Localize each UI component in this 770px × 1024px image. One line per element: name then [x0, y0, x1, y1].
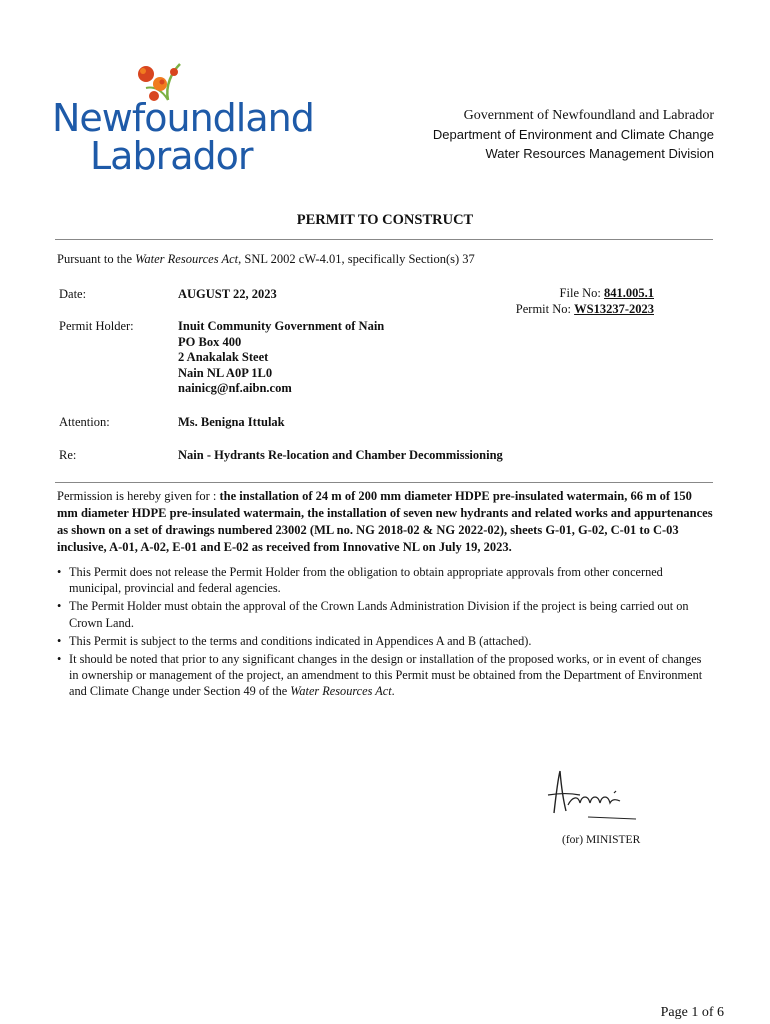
file-number: 841.005.1	[604, 286, 654, 300]
permit-number: WS13237-2023	[574, 302, 654, 316]
file-label: File No:	[559, 286, 604, 300]
document-title: PERMIT TO CONSTRUCT	[296, 212, 474, 228]
holder-line: Nain NL A0P 1L0	[178, 365, 273, 380]
bullet4-end: .	[391, 684, 395, 699]
date-label: Date:	[59, 287, 87, 301]
file-info	[516, 285, 654, 317]
letterhead	[433, 106, 714, 163]
attention-value: Ms. Benigna Ittulak	[178, 415, 285, 429]
holder-line: Inuit Community Government of Nain	[178, 319, 385, 333]
permit-label: Permit No:	[515, 302, 575, 316]
holder-line: 2 Anakalak Steet	[178, 350, 269, 364]
holder-address	[178, 319, 384, 397]
list-item	[57, 651, 713, 700]
logo-newfoundland: Newfoundland	[52, 96, 314, 140]
division-name: Water Resources Management Division	[485, 146, 714, 161]
file-number-line	[516, 285, 654, 301]
signature-caption: (for) MINISTER	[562, 834, 641, 846]
date-value: AUGUST 22, 2023	[178, 287, 277, 301]
signature	[540, 765, 660, 825]
permit-number-line	[516, 301, 654, 317]
attention-label: Attention:	[59, 415, 110, 429]
re-value: Nain - Hydrants Re-location and Chamber Decommissioning	[178, 448, 503, 462]
list-item: • This Permit does not release the Permit Holder from the obligation to obtain appropriate approvals from other concerned municipal, provincial and federal agencies.	[57, 564, 713, 596]
holder-line: PO Box 400	[178, 334, 242, 349]
permission-body: the installation of 24 m of 200 mm diameter HDPE pre-insulated watermain, 66 m of 150 mm diameter HDPE pre-insulated watermain, the installation of seven new hydrants and related works and appurtenances as shown on a set of drawings numbered 23002 (ML no. NG 2018-02 & NG 2022-02), sheets G-01, G-02, C-01 to C-03 inclusive, A-01, A-02, E-01 and E-02 as received from Innovative NL on July 19, 2023.	[57, 489, 713, 554]
list-item: • This Permit is subject to the terms and conditions indicated in Appendices A and B (attached).	[57, 633, 713, 649]
logo-labrador: Labrador	[90, 134, 253, 178]
permission-intro: Permission is hereby given for :	[57, 489, 220, 503]
pursuant-statement	[57, 251, 475, 267]
bullet4-text: It should be noted that prior to any significant changes in the design or installation of the proposed works, or in event of changes in ownership or management of the project, an amendment to this Permit must be obtained from the Department of Environment and Climate Change under Section 49 of the	[69, 652, 703, 699]
conditions-list	[57, 564, 713, 702]
government-logo	[50, 60, 314, 180]
department-name: Department of Environment and Climate Change	[432, 127, 714, 142]
permission-paragraph	[57, 488, 713, 556]
pursuant-prefix: Pursuant to the	[57, 252, 136, 266]
page-number: Page 1 of 6	[660, 1005, 724, 1020]
title-divider	[55, 239, 713, 240]
list-item: • The Permit Holder must obtain the approval of the Crown Lands Administration Division if the project is being carried out on Crown Land.	[57, 598, 713, 630]
re-label: Re:	[59, 448, 77, 462]
holder-label: Permit Holder:	[59, 319, 134, 333]
fields-divider	[55, 482, 713, 483]
act-name: Water Resources Act	[135, 252, 239, 266]
holder-email: nainicg@nf.aibn.com	[178, 381, 292, 395]
pursuant-suffix: , SNL 2002 cW-4.01, specifically Section(s) 37	[238, 252, 475, 266]
government-name: Government of Newfoundland and Labrador	[463, 108, 714, 123]
act-name: Water Resources Act	[290, 684, 392, 699]
handwritten-signature-icon	[540, 765, 660, 825]
